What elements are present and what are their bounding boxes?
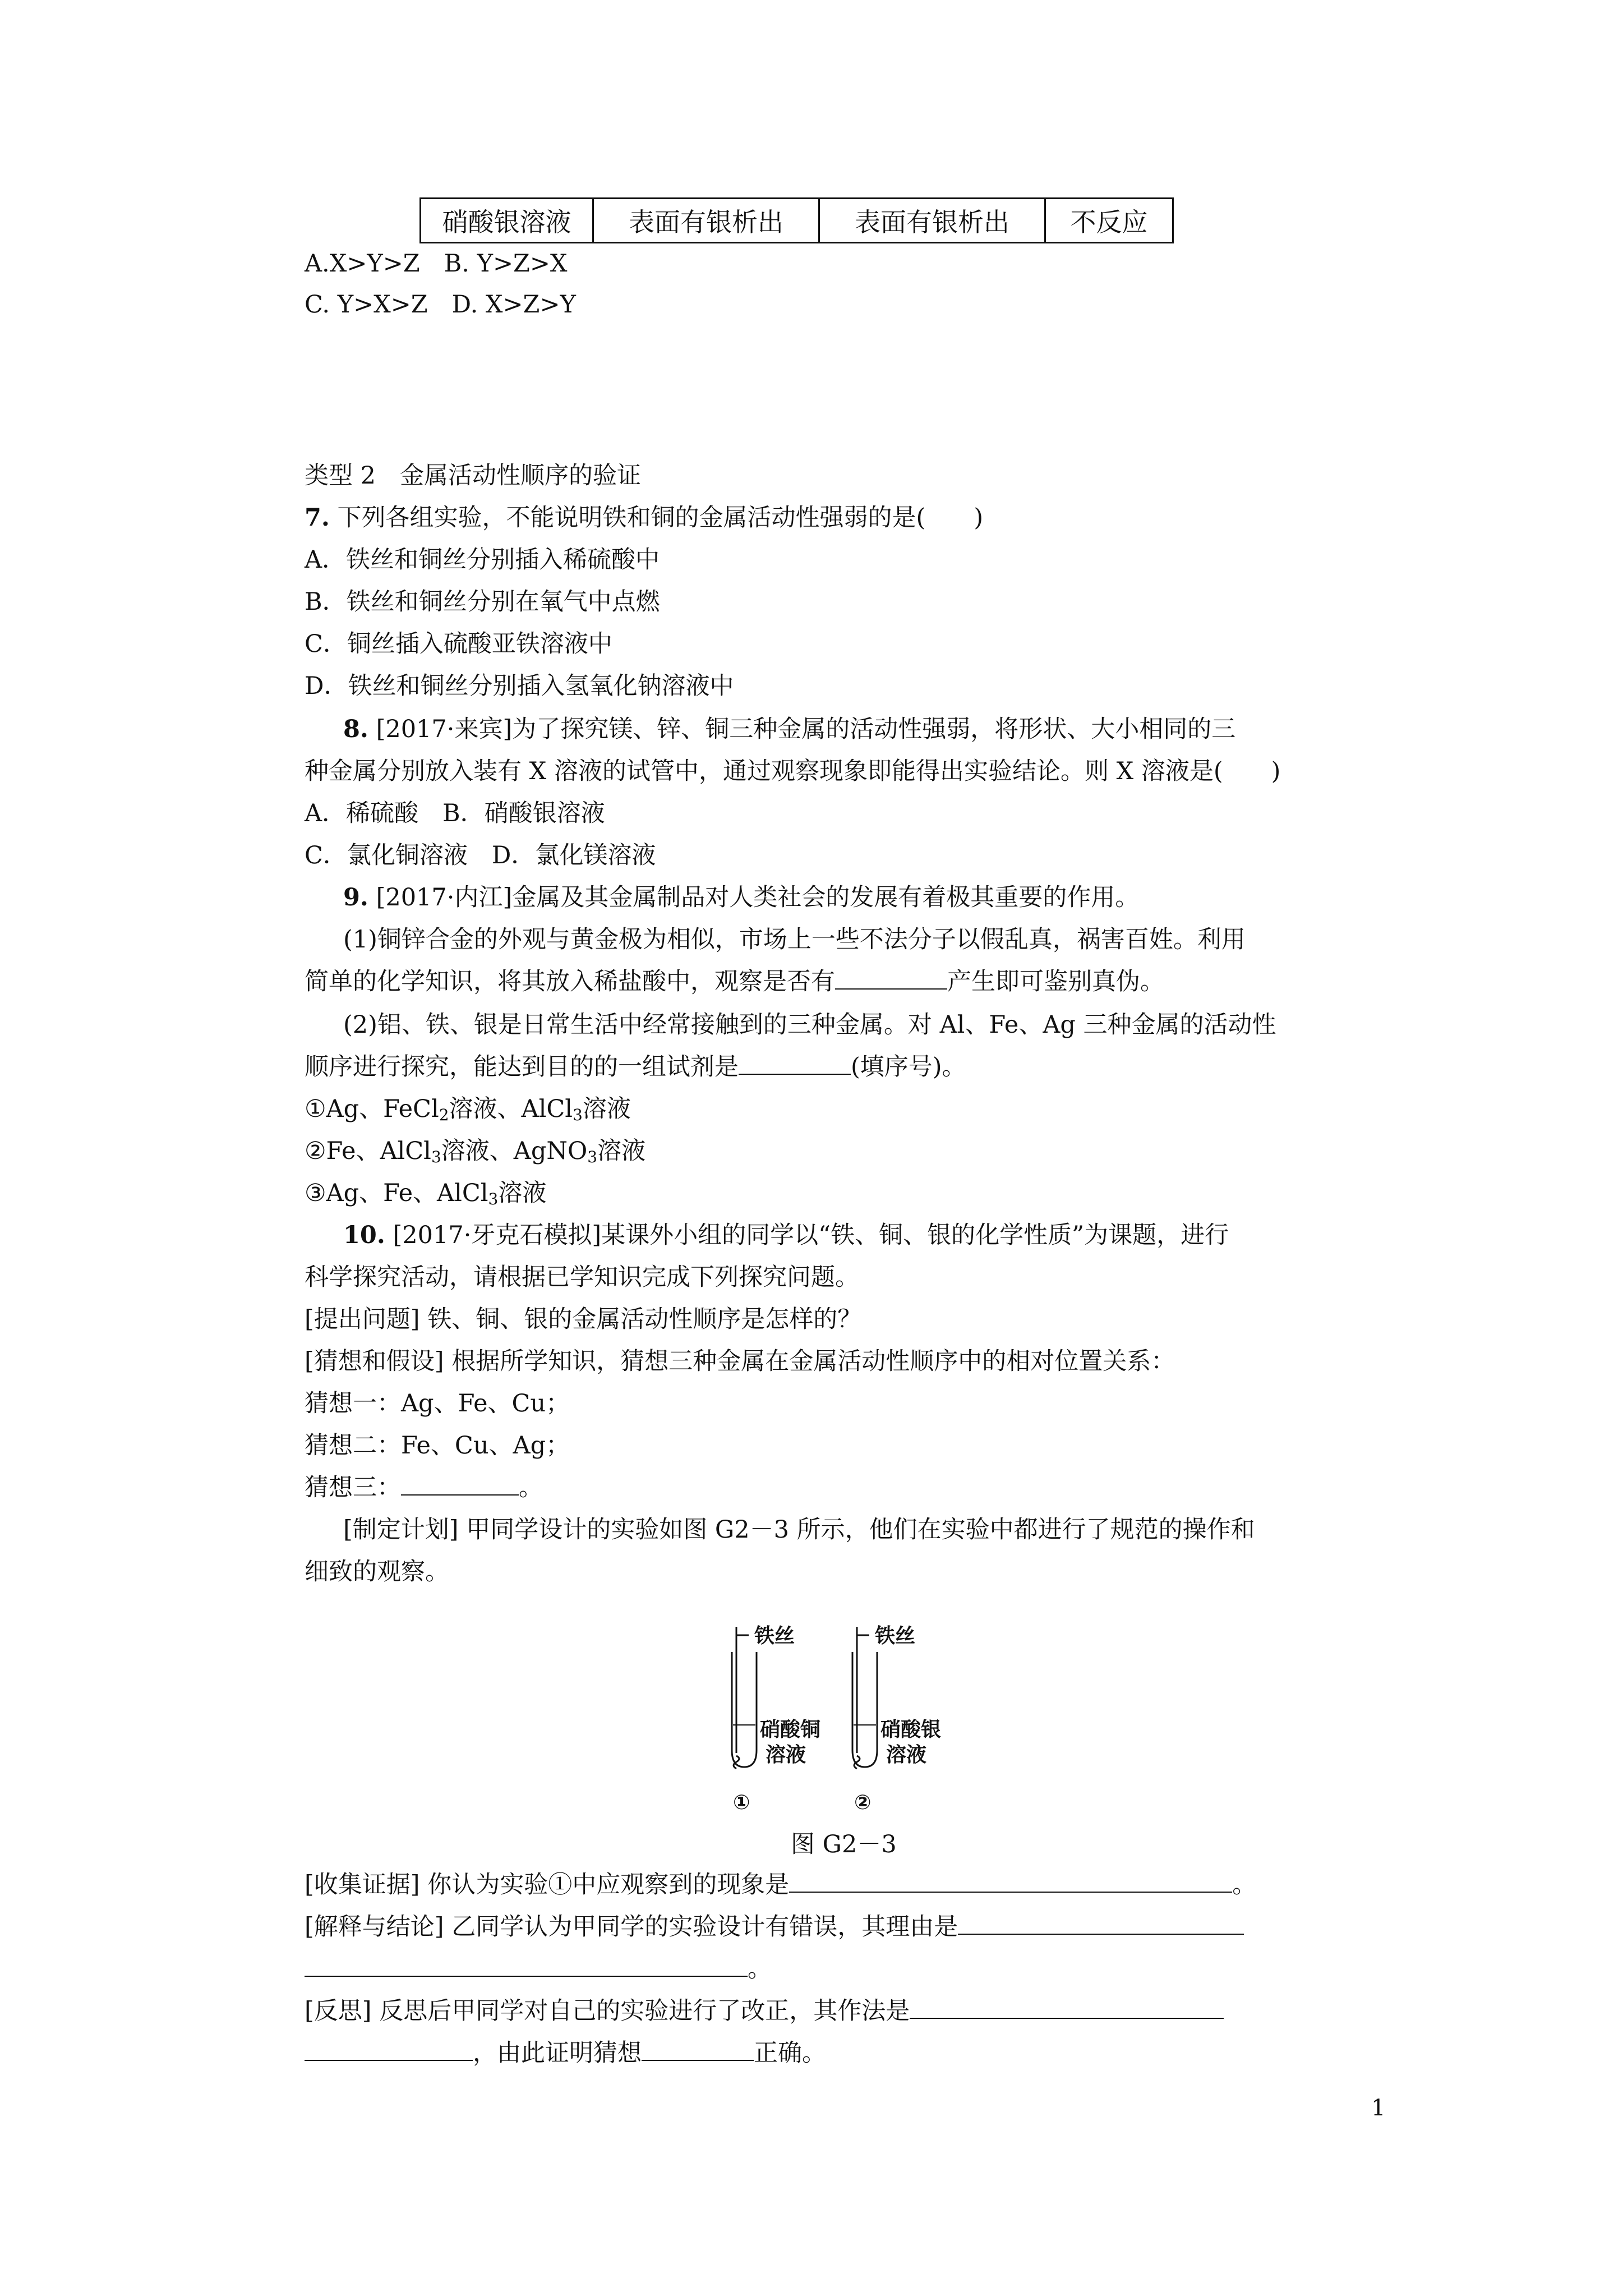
question-number: 9. (343, 884, 368, 912)
table-cell: 硝酸银溶液 (421, 199, 593, 243)
q10-guess-1: 猜想一：Ag、Fe、Cu； (305, 1389, 570, 1418)
q10-guess-3: 猜想三： 。 (305, 1471, 543, 1504)
q9-part1-text-end: 产生即可鉴别真伪。 (947, 968, 1164, 996)
q8-stem-line2: 种金属分别放入装有 X 溶液的试管中，通过观察现象即能得出实验结论。则 X 溶液是( ) (305, 757, 1281, 785)
q7-option-d: D．铁丝和铜丝分别插入氢氧化钠溶液中 (305, 672, 734, 700)
answer-blank[interactable] (789, 1869, 1232, 1893)
figure-number: ② (854, 1791, 872, 1814)
q9-reagent-option-3: ③Ag、Fe、AlCl$_3$溶液 (305, 1179, 547, 1208)
q10-evidence: [收集证据] 你认为实验①中应观察到的现象是 。 (305, 1868, 1256, 1902)
question-number: 8. (343, 715, 368, 743)
figure-caption: 图 G2－3 (791, 1830, 897, 1858)
q9-reagent-option-2: ②Fe、AlCl$_3$溶液、AgNO$_3$溶液 (305, 1137, 646, 1166)
q9-part2-line2 (305, 1050, 966, 1084)
answer-blank[interactable] (958, 1911, 1244, 1935)
figure-label: 溶液 (886, 1743, 927, 1766)
figure-label: 溶液 (766, 1743, 806, 1766)
q10-stem-line2: 科学探究活动，请根据已学知识完成下列探究问题。 (305, 1263, 859, 1291)
answer-blank[interactable] (642, 2037, 754, 2061)
q10-question: [提出问题] 铁、铜、银的金属活动性顺序是怎样的？ (305, 1305, 862, 1333)
q7-option-c: C．铜丝插入硫酸亚铁溶液中 (305, 630, 612, 658)
q10-conclusion: [解释与结论] 乙同学认为甲同学的实验设计有错误，其理由是 (305, 1910, 1244, 1944)
table-cell: 表面有银析出 (593, 199, 819, 243)
test-tube-figure (721, 1624, 984, 1820)
q10-plan-line1: [制定计划] 甲同学设计的实验如图 G2－3 所示，他们在实验中都进行了规范的操作和 (343, 1516, 1255, 1544)
q9-part1-line2 (305, 965, 1164, 999)
answer-blank[interactable] (835, 966, 947, 990)
figure-label: 硝酸银 (880, 1718, 942, 1741)
table-cell: 不反应 (1045, 199, 1173, 243)
answer-blank[interactable] (910, 1995, 1224, 2019)
q7-stem-text: 下列各组实验，不能说明铁和铜的金属活动性强弱的是( ) (337, 504, 984, 532)
section-title: 类型 2 金属活动性顺序的验证 (305, 462, 642, 490)
answer-blank[interactable] (401, 1472, 519, 1496)
q6-option-line: A.X>Y>Z B. Y>Z>X (305, 250, 568, 278)
answer-blank[interactable] (305, 2037, 473, 2061)
q8-stem-line1 (343, 712, 1235, 746)
q7-option-b: B．铁丝和铜丝分别在氧气中点燃 (305, 588, 660, 616)
q9-stem (343, 881, 1139, 914)
results-table (419, 197, 1174, 243)
q7-stem (305, 501, 983, 535)
q10-hypothesis: [猜想和假设] 根据所学知识，猜想三种金属在金属活动性顺序中的相对位置关系： (305, 1347, 1175, 1375)
table-cell: 表面有银析出 (819, 199, 1045, 243)
q9-part1-line1: (1)铜锌合金的外观与黄金极为相似，市场上一些不法分子以假乱真，祸害百姓。利用 (343, 926, 1246, 954)
q9-part1-text: 简单的化学知识，将其放入稀盐酸中，观察是否有 (305, 968, 835, 996)
figure-number: ① (733, 1791, 750, 1814)
q6-option-line: C. Y>X>Z D. X>Z>Y (305, 291, 576, 319)
answer-blank[interactable] (739, 1051, 851, 1075)
q9-reagent-option-1: ①Ag、FeCl$_2$溶液、AlCl$_3$溶液 (305, 1095, 631, 1124)
question-number: 7. (305, 504, 330, 532)
q8-option-line: C．氯化铜溶液 D．氯化镁溶液 (305, 841, 656, 869)
q9-part2-text-end: (填序号)。 (851, 1053, 966, 1081)
q8-option-line: A．稀硫酸 B．硝酸银溶液 (305, 799, 605, 827)
q8-stem-text: [2017·来宾]为了探究镁、锌、铜三种金属的活动性强弱，将形状、大小相同的三 (376, 715, 1236, 743)
q10-reflect-line2: ，由此证明猜想 正确。 (305, 2036, 826, 2070)
table-row (421, 199, 1173, 243)
q9-part2-text: 顺序进行探究，能达到目的的一组试剂是 (305, 1053, 739, 1081)
figure-label: 硝酸铜 (760, 1718, 821, 1741)
figure-label: 铁丝 (754, 1625, 795, 1648)
page-number: 1 (1371, 2095, 1386, 2121)
q9-part2-line1: (2)铝、铁、银是日常生活中经常接触到的三种金属。对 Al、Fe、Ag 三种金属的活动性 (343, 1011, 1276, 1039)
q10-stem-text: [2017·牙克石模拟]某课外小组的同学以“铁、铜、银的化学性质”为课题，进行 (393, 1221, 1229, 1249)
q10-guess-2: 猜想二：Fe、Cu、Ag； (305, 1432, 570, 1460)
q9-stem-text: [2017·内江]金属及其金属制品对人类社会的发展有着极其重要的作用。 (376, 884, 1140, 912)
figure-label: 铁丝 (875, 1625, 916, 1648)
question-number: 10. (343, 1221, 385, 1249)
q10-plan-line2: 细致的观察。 (305, 1558, 449, 1586)
q10-conclusion-line2: 。 (305, 1952, 772, 1986)
q10-reflect: [反思] 反思后甲同学对自己的实验进行了改正，其作法是 (305, 1994, 1224, 2028)
q10-stem-line1 (343, 1218, 1229, 1252)
answer-blank[interactable] (305, 1953, 748, 1977)
q7-option-a: A．铁丝和铜丝分别插入稀硫酸中 (305, 546, 660, 574)
